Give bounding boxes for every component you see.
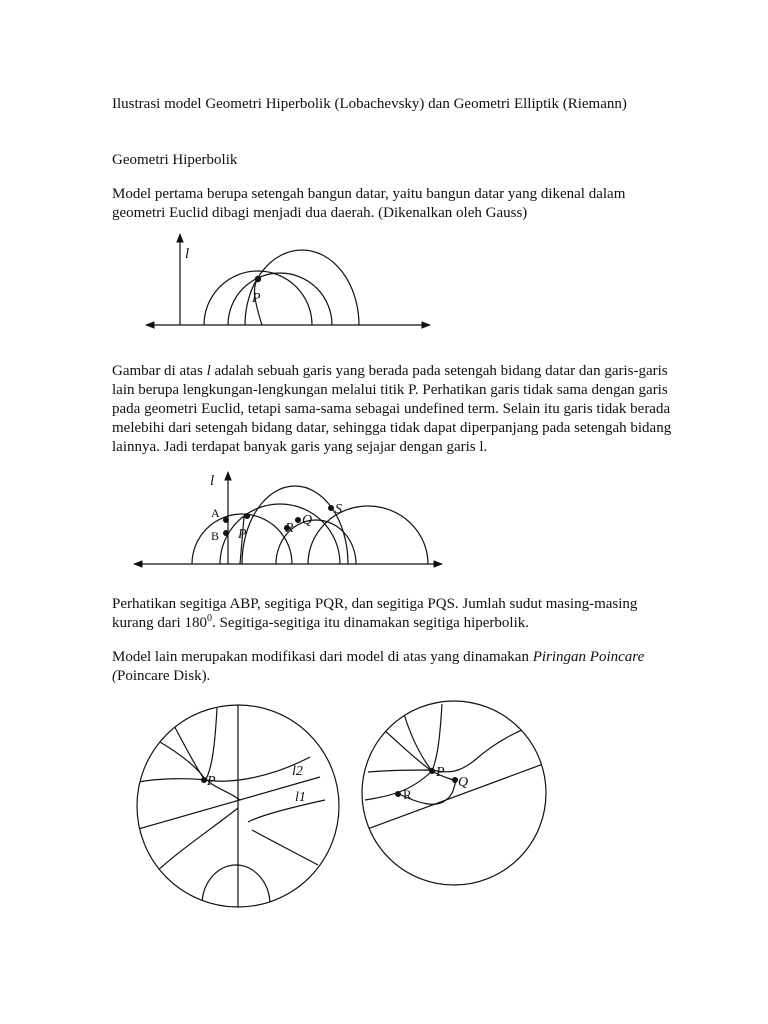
- label-l: l: [185, 246, 190, 262]
- figure-poincare-disk-2: [350, 700, 560, 900]
- label-a: A: [211, 506, 220, 520]
- document-title: Ilustrasi model Geometri Hiperbolik (Lobachevsky) dan Geometri Elliptik (Riemann): [112, 96, 627, 112]
- figure-half-plane-model: [140, 228, 440, 338]
- label-l: l: [210, 473, 215, 489]
- geodesic-arc: [156, 808, 238, 872]
- point-p: [244, 513, 250, 519]
- line-l1: [135, 777, 320, 830]
- label-r: R: [285, 521, 294, 536]
- geodesic-arc: [160, 742, 205, 779]
- label-l2: l2: [292, 764, 303, 779]
- point-s: [328, 505, 334, 511]
- geodesic-arc: [228, 273, 332, 325]
- point-p: [429, 768, 435, 774]
- geodesic-arc: [242, 486, 348, 564]
- line-l2: [138, 757, 310, 782]
- paragraph-4: Model lain merupakan modifikasi dari model di atas yang dinamakan Piringan Poincare (Poincare Disk).: [112, 649, 645, 684]
- point-p: [255, 276, 261, 282]
- geodesic-arc: [172, 722, 204, 779]
- geodesic-arc: [202, 865, 270, 905]
- geodesic-arc: [384, 730, 432, 771]
- label-q: Q: [458, 775, 469, 790]
- figure-poincare-disk-1: [120, 700, 340, 920]
- point-a: [223, 517, 229, 523]
- label-p: P: [436, 765, 445, 780]
- label-p: P: [207, 774, 216, 789]
- paragraph-2: Gambar di atas l adalah sebuah garis yang berada pada setengah bidang datar dan garis-garis lain berupa lengkungan-lengkungan melalui titik P. Perhatikan garis tidak sama dengan garis pada geometri Euclid, tetapi sama-sama sebagai undefined term. Selain itu garis tidak berada melebihi dari setengah bidang datar, sehingga tidak dapat diperpanjang pada setengah bidang lainnya. Jadi terdapat banyak garis yang sejajar dengan garis l.: [112, 363, 672, 455]
- label-l1: l1: [295, 790, 306, 805]
- geodesic-arc: [252, 830, 318, 865]
- geodesic-arc: [206, 708, 217, 779]
- point-r: [395, 791, 401, 797]
- geodesic-arc: [245, 250, 359, 325]
- geodesic-line: [362, 763, 546, 831]
- figure-hyperbolic-triangles: [130, 468, 450, 572]
- label-s: S: [335, 502, 342, 517]
- geodesic-arc: [432, 704, 442, 771]
- geodesic-arc: [404, 714, 432, 771]
- paragraph-3: Perhatikan segitiga ABP, segitiga PQR, dan segitiga PQS. Jumlah sudut masing-masing kurang dari $180^0$. Segitiga-segitiga itu dinamakan segitiga hiperbolik.: [112, 596, 638, 631]
- disk-boundary: [362, 701, 546, 885]
- label-q: Q: [302, 513, 313, 528]
- geodesic-arc: [308, 506, 428, 564]
- paragraph-1: Model pertama berupa setengah bangun datar, yaitu bangun datar yang dikenal dalam geometri Euclid dibagi menjadi dua daerah. (Dikenalkan oleh Gauss): [112, 186, 626, 221]
- label-r: R: [403, 787, 412, 802]
- label-p: P: [238, 527, 247, 542]
- point-q: [295, 517, 301, 523]
- point-b: [223, 530, 229, 536]
- label-b: B: [211, 529, 220, 543]
- section-heading: Geometri Hiperbolik: [112, 152, 238, 168]
- label-p: P: [252, 291, 261, 306]
- geodesic-arc: [248, 800, 325, 822]
